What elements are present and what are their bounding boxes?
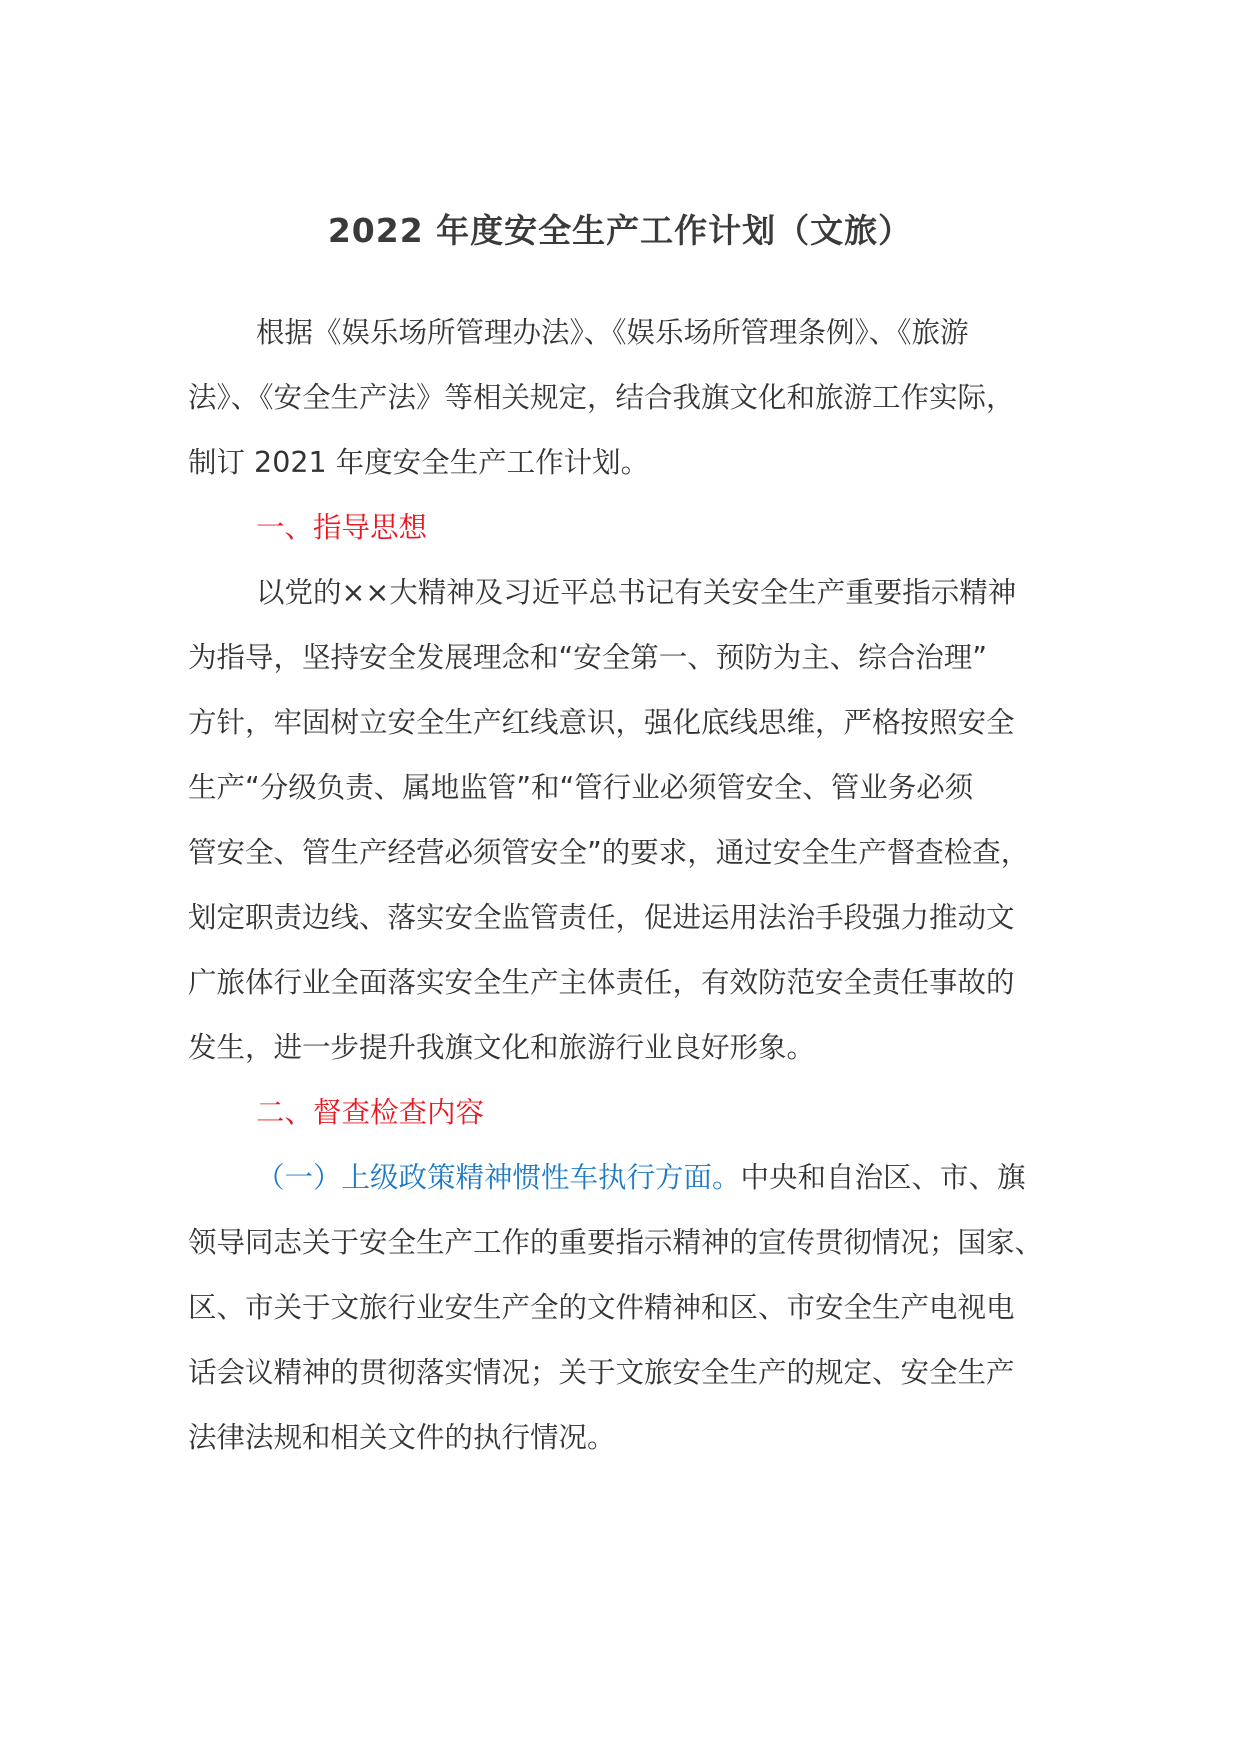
section-heading-inspection-content: 二、督查检查内容 [256, 1096, 485, 1129]
paragraph-line: 为指导，坚持安全发展理念和“安全第一、预防为主、综合治理” [188, 641, 988, 674]
paragraph-line: 以党的××大精神及习近平总书记有关安全生产重要指示精神 [256, 576, 1017, 609]
paragraph-line: 法律法规和相关文件的执行情况。 [188, 1421, 616, 1454]
document-title: 2022 年度安全生产工作计划（文旅） [327, 211, 913, 250]
section-heading-guiding-thought: 一、指导思想 [256, 511, 428, 544]
paragraph-line: 领导同志关于安全生产工作的重要指示精神的宣传贯彻情况；国家、 [188, 1226, 1044, 1259]
paragraph-line: 生产“分级负责、属地监管”和“管行业必须管安全、管业务必须 [188, 771, 974, 804]
document-body [188, 300, 1060, 1470]
paragraph-line: 管安全、管生产经营必须管安全”的要求，通过安全生产督查检查， [188, 836, 1030, 869]
paragraph-line: 广旅体行业全面落实安全生产主体责任，有效防范安全责任事故的 [188, 966, 1015, 999]
intro-line: 法》、《安全生产法》等相关规定，结合我旗文化和旅游工作实际， [188, 381, 1015, 414]
subsection-text: 中央和自治区、市、旗 [740, 1161, 1026, 1194]
subsection-heading: （一）上级政策精神惯性车执行方面。 [256, 1161, 741, 1194]
paragraph-line: 划定职责边线、落实安全监管责任，促进运用法治手段强力推动文 [188, 901, 1015, 934]
paragraph-line: 方针，牢固树立安全生产红线意识，强化底线思维，严格按照安全 [188, 706, 1015, 739]
intro-line: 根据《娱乐场所管理办法》、《娱乐场所管理条例》、《旅游 [256, 316, 969, 349]
paragraph-line: 发生，进一步提升我旗文化和旅游行业良好形象。 [188, 1031, 816, 1064]
intro-line: 制订 2021 年度安全生产工作计划。 [188, 446, 650, 479]
subsection-first-line [188, 1145, 1060, 1210]
paragraph-line: 话会议精神的贯彻落实情况；关于文旅安全生产的规定、安全生产 [188, 1356, 1015, 1389]
paragraph-line: 区、市关于文旅行业安生产全的文件精神和区、市安全生产电视电 [188, 1291, 1015, 1324]
